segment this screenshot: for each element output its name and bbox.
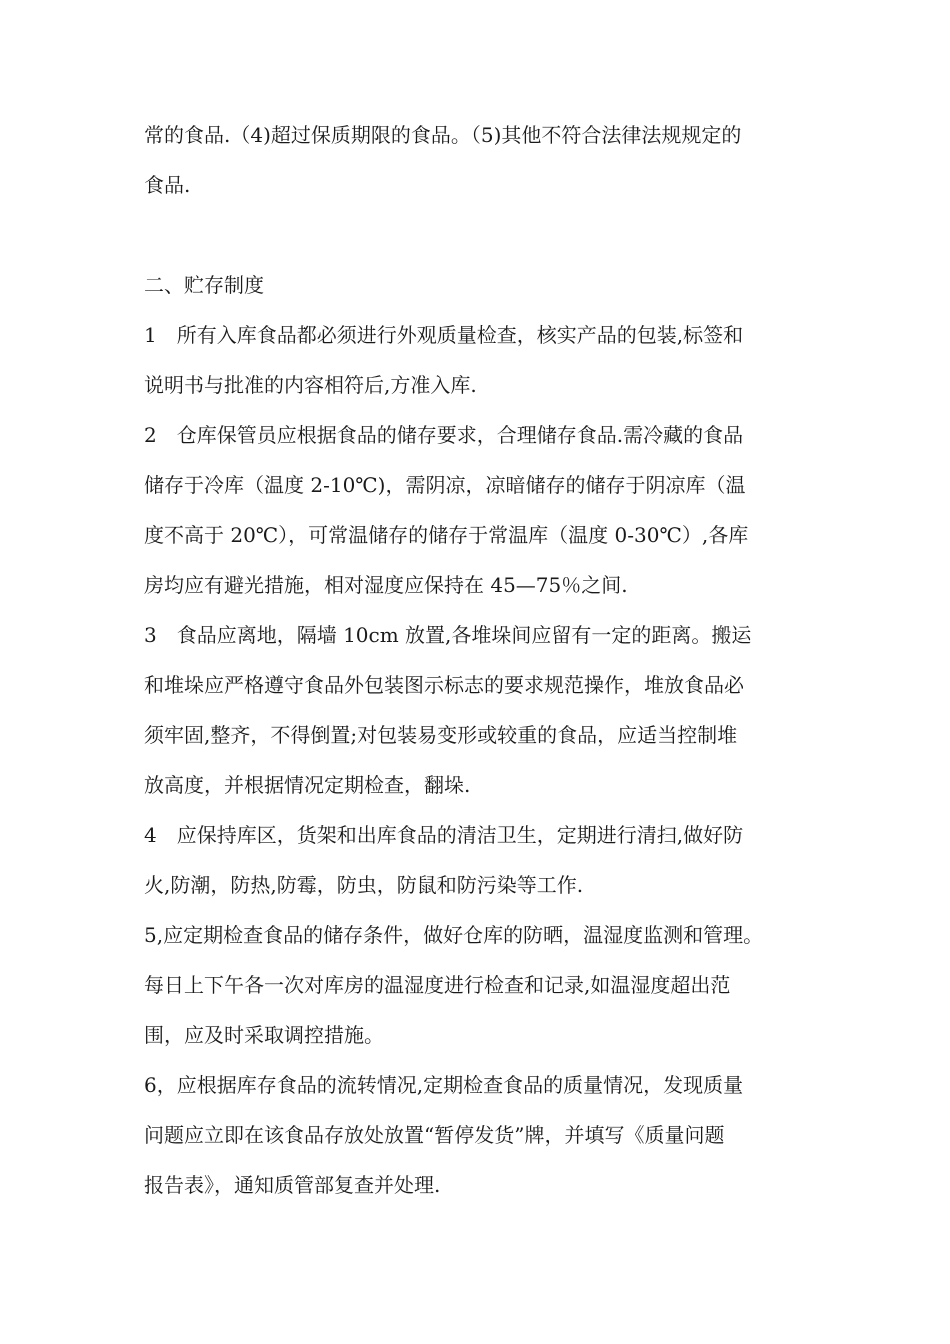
text-line: 报告表》，通知质管部复查并处理. bbox=[144, 1173, 441, 1197]
text-line: 6，应根据库存食品的流转情况,定期检查食品的质量情况，发现质量 bbox=[144, 1073, 744, 1097]
text-line: 每日上下午各一次对库房的温湿度进行检查和记录,如温湿度超出范 bbox=[144, 973, 731, 997]
item-2 bbox=[144, 410, 814, 610]
text-line: 4 应保持库区，货架和出库食品的清洁卫生，定期进行清扫,做好防 bbox=[144, 823, 744, 847]
text-line: 2 仓库保管员应根据食品的储存要求，合理储存食品.需冷藏的食品 bbox=[144, 423, 744, 447]
text-line: 储存于冷库（温度 2-10℃)，需阴凉，凉暗储存的储存于阴凉库（温 bbox=[144, 473, 746, 497]
text-line: 5,应定期检查食品的储存条件，做好仓库的防晒，温湿度监测和管理。 bbox=[144, 923, 764, 947]
text-line: 放高度，并根据情况定期检查，翻垛. bbox=[144, 773, 471, 797]
text-line: 火,防潮，防热,防霉，防虫，防鼠和防污染等工作. bbox=[144, 873, 584, 897]
text-line: 和堆垛应严格遵守食品外包装图示标志的要求规范操作，堆放食品必 bbox=[144, 673, 744, 697]
item-3 bbox=[144, 610, 814, 810]
text-line: 说明书与批准的内容相符后,方准入库. bbox=[144, 373, 477, 397]
section-heading: 二、贮存制度 bbox=[144, 273, 264, 297]
intro-paragraph bbox=[144, 110, 814, 210]
item-5 bbox=[144, 910, 814, 1060]
text-line: 3 食品应离地，隔墙 10cm 放置,各堆垛间应留有一定的距离。搬运 bbox=[144, 623, 752, 647]
text-line: 须牢固,整齐，不得倒置;对包装易变形或较重的食品，应适当控制堆 bbox=[144, 723, 738, 747]
item-1 bbox=[144, 310, 814, 410]
item-6 bbox=[144, 1060, 814, 1210]
text-line: 围，应及时采取调控措施。 bbox=[144, 1023, 384, 1047]
text-line: 常的食品.（4)超过保质期限的食品。（5)其他不符合法律法规规定的 bbox=[144, 123, 742, 147]
text-line: 房均应有避光措施，相对湿度应保持在 45—75％之间. bbox=[144, 573, 628, 597]
text-line: 1 所有入库食品都必须进行外观质量检查，核实产品的包装,标签和 bbox=[144, 323, 744, 347]
text-line: 食品. bbox=[144, 173, 191, 197]
document-body bbox=[144, 110, 814, 1210]
item-4 bbox=[144, 810, 814, 910]
text-line: 问题应立即在该食品存放处放置“暂停发货”牌，并填写《质量问题 bbox=[144, 1123, 725, 1147]
text-line: 度不高于 20℃），可常温储存的储存于常温库（温度 0-30℃）,各库 bbox=[144, 523, 749, 547]
